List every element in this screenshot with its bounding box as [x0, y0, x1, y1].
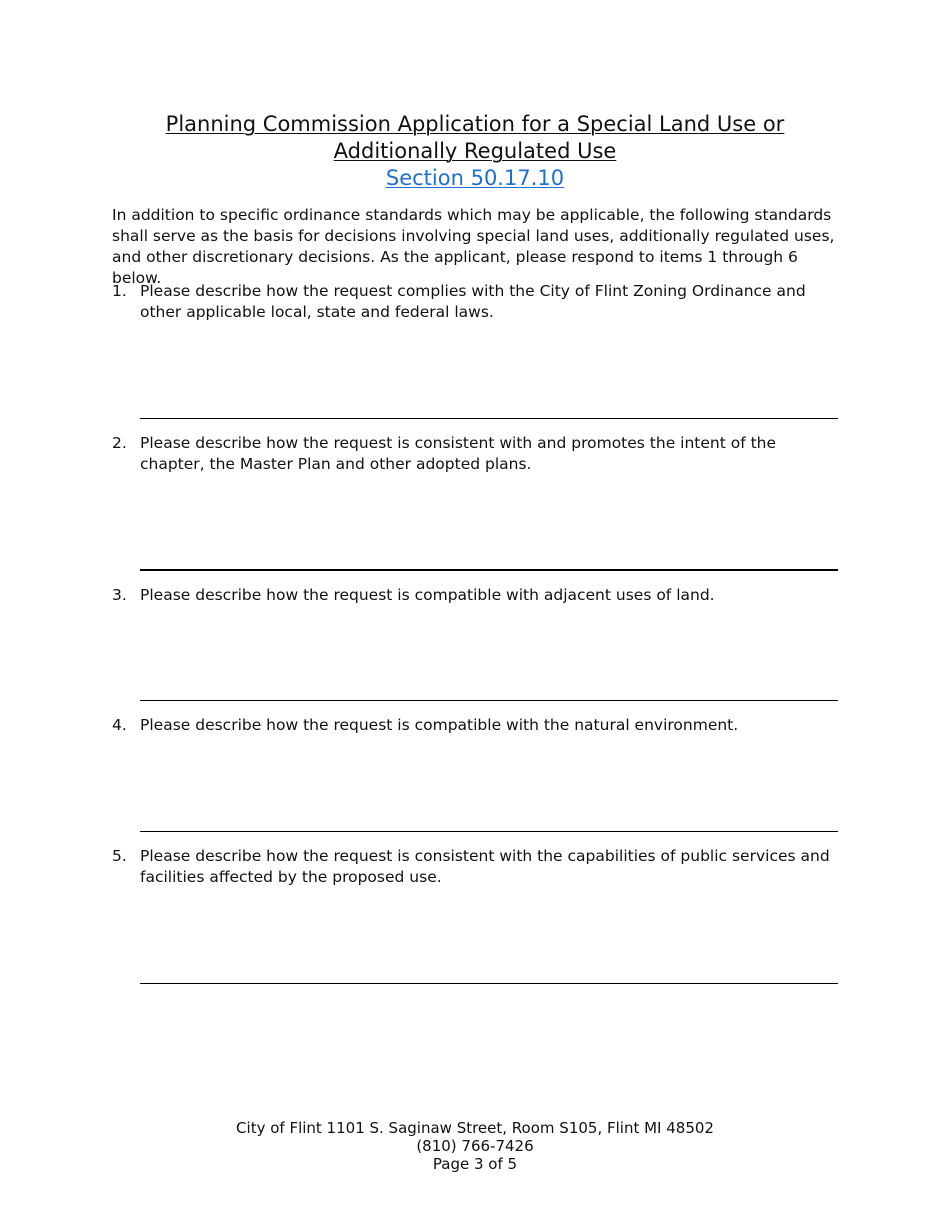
question-2: [112, 433, 840, 475]
question-4: [112, 715, 840, 736]
answer-line-4[interactable]: [140, 831, 838, 832]
form-title-line-2: Additionally Regulated Use: [333, 139, 617, 163]
question-text: Please describe how the request is consistent with and promotes the intent of the chapter, the Master Plan and other adopted plans.: [140, 434, 777, 473]
footer-phone: (810) 766-7426: [416, 1137, 534, 1155]
footer-page-number: Page 3 of 5: [432, 1155, 518, 1173]
section-link[interactable]: Section 50.17.10: [385, 166, 565, 190]
question-text: Please describe how the request is consistent with the capabilities of public services and facilities affected by the proposed use.: [140, 847, 830, 886]
question-number: 3.: [112, 586, 127, 604]
question-5: [112, 846, 840, 888]
question-number: 1.: [112, 282, 127, 300]
intro-paragraph: In addition to specific ordinance standards which may be applicable, the following standards shall serve as the basis for decisions involving special land uses, additionally regulated uses, and other discretionary decisions. As the applicant, please respond to items 1 through 6 below.: [112, 206, 835, 287]
form-title-line-1: Planning Commission Application for a Special Land Use or: [165, 112, 785, 136]
question-text: Please describe how the request is compatible with adjacent uses of land.: [140, 586, 715, 604]
answer-line-1[interactable]: [140, 418, 838, 419]
answer-line-3[interactable]: [140, 700, 838, 701]
question-1: [112, 281, 840, 323]
question-3: [112, 585, 840, 606]
question-text: Please describe how the request is compatible with the natural environment.: [140, 716, 739, 734]
question-number: 2.: [112, 434, 127, 452]
question-number: 5.: [112, 847, 127, 865]
question-text: Please describe how the request complies with the City of Flint Zoning Ordinance and other applicable local, state and federal laws.: [140, 282, 806, 321]
answer-line-5[interactable]: [140, 983, 838, 984]
question-number: 4.: [112, 716, 127, 734]
footer-address: City of Flint 1101 S. Saginaw Street, Room S105, Flint MI 48502: [236, 1119, 714, 1137]
answer-line-2[interactable]: [140, 569, 838, 571]
